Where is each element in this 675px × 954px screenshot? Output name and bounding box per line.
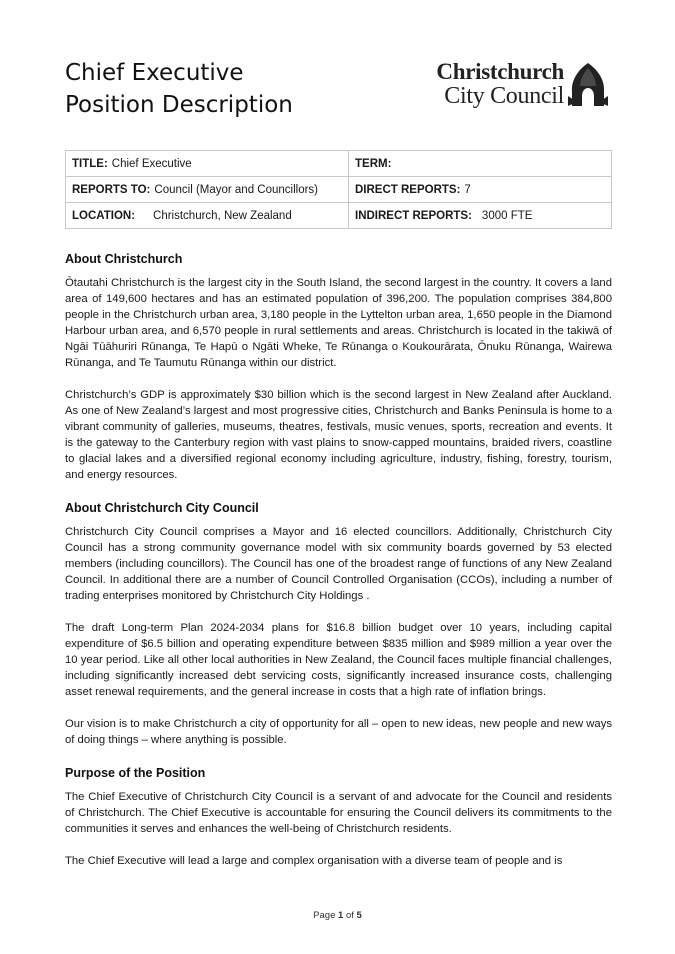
paragraph: The draft Long-term Plan 2024-2034 plans for $16.8 billion budget over 10 years, including capital expenditure of $6.5 billion and operating expenditure between $835 million and $989 million a year over the 10 year period. Like all other local authorities in New Zealand, the Council faces multiple financial challenges, including significantly increased debt servicing costs, significantly increased insurance costs, challenging asset renewal requirements, and the general increase in costs that a high rate of inflation brings. xyxy=(65,622,612,698)
page-current: 1 xyxy=(338,910,344,921)
location-label: LOCATION: xyxy=(72,209,136,222)
title-line-1: Chief Executive xyxy=(65,60,244,86)
reports-to-cell xyxy=(66,177,349,203)
term-cell xyxy=(349,151,612,177)
table-row xyxy=(66,177,612,203)
section-heading: Purpose of the Position xyxy=(65,766,206,780)
indirect-reports-value: 3000 FTE xyxy=(481,209,533,222)
indirect-reports-cell xyxy=(349,203,612,229)
section-heading: About Christchurch City Council xyxy=(65,501,259,515)
paragraph: Ōtautahi Christchurch is the largest city in the South Island, the second largest in the country. It covers a land area of 149,600 hectares and has an estimated population of 396,200. The population comprises 384,800 people in the Christchurch urban area, 3,180 people in the Lyttelton urban area, 1,650 people in the Diamond Harbour urban area, and 6,570 people in rural settlements and areas. Christchurch is located in the takiwā of Ngāi Tūāhuriri Rūnanga, Te Hapū o Ngāti Wheke, Te Rūnanga o Koukourārata, Ōnuku Rūnanga, Wairewa Rūnanga, and Te Taumutu Rūnanga within our district. xyxy=(65,277,612,369)
table-row xyxy=(66,203,612,229)
indirect-reports-label: INDIRECT REPORTS: xyxy=(355,209,472,222)
reports-to-value: Council (Mayor and Councillors) xyxy=(154,183,319,196)
document-title xyxy=(65,57,293,121)
title-line-2: Position Description xyxy=(65,92,293,118)
document-body xyxy=(65,250,612,885)
council-logo xyxy=(414,60,614,110)
reports-to-label: REPORTS TO: xyxy=(72,183,151,196)
section-about-council xyxy=(65,499,612,748)
section-purpose xyxy=(65,764,612,869)
title-label: TITLE: xyxy=(72,157,108,170)
title-cell xyxy=(66,151,349,177)
location-cell xyxy=(66,203,349,229)
page-footer xyxy=(0,910,675,921)
title-value: Chief Executive xyxy=(111,157,192,170)
paragraph: Our vision is to make Christchurch a city of opportunity for all – open to new ideas, new people and new ways of doing things – where anything is possible. xyxy=(65,718,612,746)
section-heading: About Christchurch xyxy=(65,252,183,266)
page-prefix: Page xyxy=(313,910,336,921)
term-label: TERM: xyxy=(355,157,392,170)
direct-reports-value: 7 xyxy=(464,183,471,196)
paragraph: The Chief Executive of Christchurch City Council is a servant of and advocate for the Council and residents of Christchurch. The Chief Executive is accountable for ensuring the Council delivers its commitments to the communities it serves and enhances the well-being of Christchurch residents. xyxy=(65,791,612,835)
logo-line-2: City Council xyxy=(444,83,564,109)
direct-reports-label: DIRECT REPORTS: xyxy=(355,183,461,196)
direct-reports-cell xyxy=(349,177,612,203)
location-value: Christchurch, New Zealand xyxy=(153,209,292,222)
logo-wordmark xyxy=(436,60,564,108)
cathedral-icon xyxy=(566,62,610,108)
page-of: of xyxy=(345,910,354,921)
logo-line-1: Christchurch xyxy=(436,59,564,84)
paragraph: Christchurch City Council comprises a Mayor and 16 elected councillors. Additionally, Christchurch City Council has a strong community governance model with six community boards governed by 53 elected members (including councillors). The Council has one of the broadest range of functions of any New Zealand Council. In additional there are a number of Council Controlled Organisation (CCOs), including a number of trading enterprises monitored by Christchurch City Holdings . xyxy=(65,526,612,602)
position-info-table xyxy=(65,150,612,229)
section-about-christchurch xyxy=(65,250,612,483)
page-total: 5 xyxy=(356,910,362,921)
paragraph: Christchurch’s GDP is approximately $30 billion which is the second largest in New Zealand after Auckland. As one of New Zealand’s largest and most progressive cities, Christchurch and Banks Peninsula is home to a vibrant community of galleries, museums, theatres, festivals, music venues, sports, recreation and events. It is the gateway to the Canterbury region with vast plains to snow-capped mountains, braided rivers, coastline to glacial lakes and a diversified regional economy including agriculture, industry, fishing, forestry, tourism, and energy resources. xyxy=(65,389,612,481)
paragraph: The Chief Executive will lead a large and complex organisation with a diverse team of people and is xyxy=(65,855,563,867)
table-row xyxy=(66,151,612,177)
